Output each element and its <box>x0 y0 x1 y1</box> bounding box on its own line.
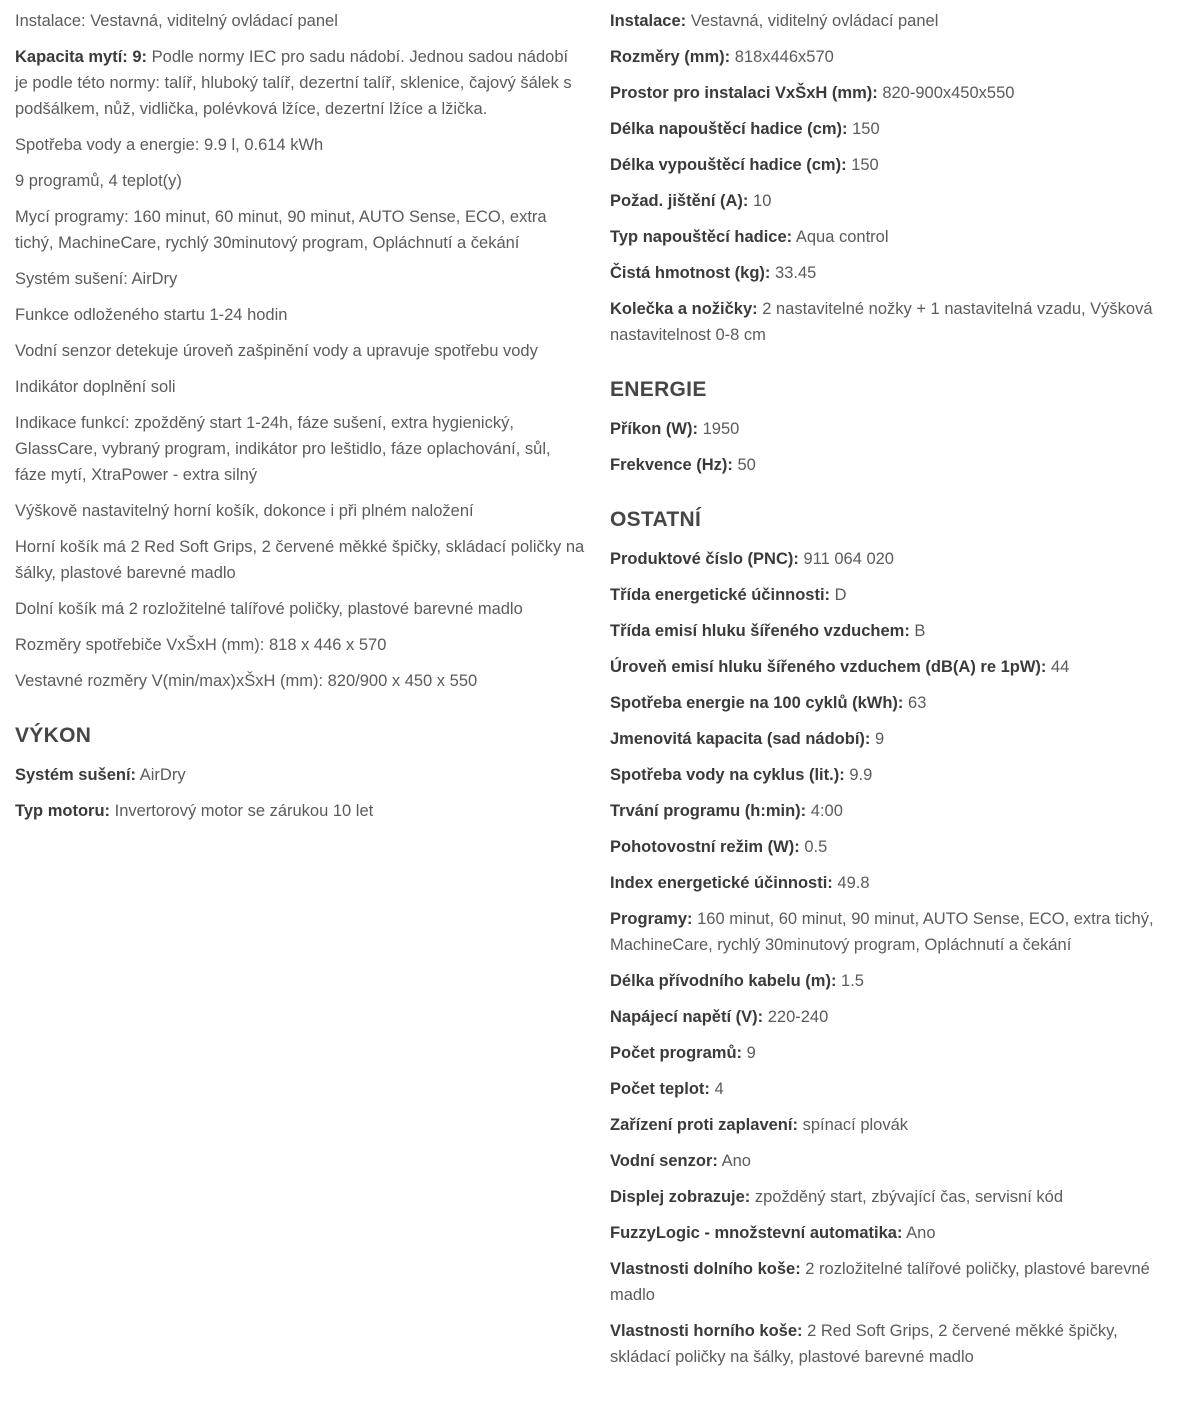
feature-item <box>15 668 585 694</box>
spec-item-label: Kolečka a nožičky: <box>610 300 758 318</box>
spec-item-value: 220-240 <box>767 1008 829 1026</box>
feature-item <box>15 498 585 524</box>
spec-item <box>610 1112 1170 1138</box>
feature-item <box>15 132 585 158</box>
spec-item-value: spínací plovák <box>802 1116 909 1134</box>
spec-item-label: Vlastnosti horního koše: <box>610 1322 803 1340</box>
ostatni-list <box>610 546 1170 1370</box>
spec-item-label: Spotřeba vody na cyklus (lit.): <box>610 766 845 784</box>
feature-item-value: Indikace funkcí: zpožděný start 1-24h, fáze sušení, extra hygienický, GlassCare, vybraný program, indikátor pro leštidlo, fáze oplachování, sůl, fáze mytí, XtraPower - extra silný <box>15 414 551 484</box>
spec-item-value: D <box>834 586 847 604</box>
feature-item <box>15 374 585 400</box>
spec-item <box>610 1148 1170 1174</box>
spec-item <box>610 726 1170 752</box>
feature-item-value: 9 programů, 4 teplot(y) <box>15 172 182 190</box>
feature-item-value: Systém sušení: AirDry <box>15 270 178 288</box>
spec-item <box>610 1184 1170 1210</box>
spec-item-label: Typ motoru: <box>15 802 111 820</box>
spec-item-label: Úroveň emisí hluku šířeného vzduchem (dB(A) re 1pW): <box>610 658 1047 676</box>
feature-item <box>15 204 585 256</box>
spec-item <box>610 452 1170 478</box>
spec-item-value: 4:00 <box>810 802 843 820</box>
spec-item-label: Čistá hmotnost (kg): <box>610 264 771 282</box>
feature-item <box>15 8 585 34</box>
spec-item-value: 1950 <box>702 420 740 438</box>
spec-item-label: Frekvence (Hz): <box>610 456 733 474</box>
feature-item-value: Mycí programy: 160 minut, 60 minut, 90 minut, AUTO Sense, ECO, extra tichý, MachineCare, rychlý 30minutový program, Opláchnutí a čekání <box>15 208 547 252</box>
spec-item-value: zpožděný start, zbývající čas, servisní kód <box>754 1188 1064 1206</box>
energie-list <box>610 416 1170 478</box>
spec-item-value: 1.5 <box>841 972 864 990</box>
specs-column <box>610 8 1170 1380</box>
feature-item-value: Instalace: Vestavná, viditelný ovládací panel <box>15 12 338 30</box>
spec-item-value: AirDry <box>139 766 186 784</box>
spec-item-label: Pohotovostní režim (W): <box>610 838 800 856</box>
spec-item <box>15 798 585 824</box>
feature-item-value: Výškově nastavitelný horní košík, dokonce i při plném naložení <box>15 502 474 520</box>
spec-item <box>610 416 1170 442</box>
feature-item-value: Dolní košík má 2 rozložitelné talířové poličky, plastové barevné madlo <box>15 600 523 618</box>
spec-item <box>610 8 1170 34</box>
spec-item-label: Rozměry (mm): <box>610 48 731 66</box>
spec-item <box>610 1318 1170 1370</box>
feature-item <box>15 168 585 194</box>
spec-item <box>610 260 1170 286</box>
feature-item <box>15 338 585 364</box>
spec-item <box>610 834 1170 860</box>
spec-item-label: Příkon (W): <box>610 420 698 438</box>
spec-item-value: Ano <box>906 1224 936 1242</box>
spec-item-label: Napájecí napětí (V): <box>610 1008 764 1026</box>
spec-item-value: 2 nastavitelné nožky + 1 nastavitelná vzadu, Výšková nastavitelnost 0-8 cm <box>610 300 1153 344</box>
spec-item-value: 9 <box>746 1044 756 1062</box>
spec-item <box>610 1040 1170 1066</box>
spec-item-label: Počet programů: <box>610 1044 743 1062</box>
ostatni-heading: OSTATNÍ <box>610 508 702 531</box>
spec-item-label: Systém sušení: <box>15 766 137 784</box>
spec-item <box>610 654 1170 680</box>
spec-item <box>610 1220 1170 1246</box>
feature-item-value: Vodní senzor detekuje úroveň zašpinění vody a upravuje spotřebu vody <box>15 342 538 360</box>
spec-item <box>15 762 585 788</box>
spec-item-value: 150 <box>851 156 879 174</box>
feature-item-value: Spotřeba vody a energie: 9.9 l, 0.614 kWh <box>15 136 324 154</box>
spec-item-label: Produktové číslo (PNC): <box>610 550 799 568</box>
vykon-list <box>15 762 585 824</box>
spec-item-value: Invertorový motor se zárukou 10 let <box>114 802 374 820</box>
spec-item-value: 9.9 <box>849 766 873 784</box>
spec-item-label: Požad. jištění (A): <box>610 192 749 210</box>
feature-item-value: Podle normy IEC pro sadu nádobí. Jednou sadou nádobí je podle této normy: talíř, hluboký talíř, dezertní talíř, sklenice, čajový šálek s podšálkem, nůž, vidlička, polévková lžíce, dezertní lžíce a lžička. <box>15 48 572 118</box>
spec-item-value: 150 <box>852 120 880 138</box>
spec-item-value: 9 <box>875 730 885 748</box>
feature-item <box>15 266 585 292</box>
feature-item-value: Vestavné rozměry V(min/max)xŠxH (mm): 820/900 x 450 x 550 <box>15 672 478 690</box>
spec-item-label: Index energetické účinnosti: <box>610 874 833 892</box>
feature-item <box>15 534 585 586</box>
spec-item-label: Třída energetické účinnosti: <box>610 586 831 604</box>
spec-item <box>610 870 1170 896</box>
spec-item-label: Spotřeba energie na 100 cyklů (kWh): <box>610 694 904 712</box>
spec-item-value: 63 <box>908 694 927 712</box>
spec-item-label: Jmenovitá kapacita (sad nádobí): <box>610 730 871 748</box>
feature-item <box>15 632 585 658</box>
spec-item-label: Displej zobrazuje: <box>610 1188 751 1206</box>
spec-item <box>610 546 1170 572</box>
spec-item-value: 50 <box>737 456 756 474</box>
spec-item-value: 160 minut, 60 minut, 90 minut, AUTO Sense, ECO, extra tichý, MachineCare, rychlý 30minutový program, Opláchnutí a čekání <box>610 910 1154 954</box>
spec-item-value: 820-900x450x550 <box>882 84 1015 102</box>
spec-item-value: 911 064 020 <box>803 550 894 568</box>
spec-item <box>610 690 1170 716</box>
spec-item-value: Aqua control <box>795 228 889 246</box>
spec-item <box>610 224 1170 250</box>
feature-item-label: Kapacita mytí: 9: <box>15 48 148 66</box>
spec-item-value: Vestavná, viditelný ovládací panel <box>690 12 939 30</box>
spec-item-label: Programy: <box>610 910 693 928</box>
spec-item <box>610 1076 1170 1102</box>
spec-item <box>610 582 1170 608</box>
spec-item <box>610 762 1170 788</box>
spec-item-label: Délka vypouštěcí hadice (cm): <box>610 156 847 174</box>
spec-item <box>610 906 1170 958</box>
spec-item <box>610 116 1170 142</box>
feature-list <box>15 8 585 694</box>
spec-item <box>610 80 1170 106</box>
feature-item <box>15 596 585 622</box>
spec-item-label: Typ napouštěcí hadice: <box>610 228 793 246</box>
spec-item-value: 44 <box>1051 658 1070 676</box>
spec-item-label: Vodní senzor: <box>610 1152 718 1170</box>
spec-item-label: Počet teplot: <box>610 1080 710 1098</box>
spec-item-value: 4 <box>714 1080 724 1098</box>
spec-item-value: Ano <box>721 1152 751 1170</box>
spec-item-value: 818x446x570 <box>734 48 834 66</box>
spec-item <box>610 968 1170 994</box>
spec-item <box>610 296 1170 348</box>
spec-item-value: 0.5 <box>804 838 828 856</box>
spec-item-value: 33.45 <box>775 264 817 282</box>
spec-item-label: Vlastnosti dolního koše: <box>610 1260 801 1278</box>
spec-item-label: Instalace: <box>610 12 687 30</box>
feature-item-value: Rozměry spotřebiče VxŠxH (mm): 818 x 446 x 570 <box>15 636 387 654</box>
energie-heading: ENERGIE <box>610 378 707 401</box>
feature-item <box>15 410 585 488</box>
spec-item-label: Délka přívodního kabelu (m): <box>610 972 837 990</box>
feature-item <box>15 302 585 328</box>
spec-item <box>610 1256 1170 1308</box>
spec-item-label: Třída emisí hluku šířeného vzduchem: <box>610 622 910 640</box>
spec-item <box>610 618 1170 644</box>
spec-item-value: B <box>914 622 926 640</box>
spec-item-value: 10 <box>753 192 772 210</box>
spec-item-label: FuzzyLogic - množstevní automatika: <box>610 1224 903 1242</box>
spec-item-value: 2 rozložitelné talířové poličky, plastové barevné madlo <box>610 1260 1150 1304</box>
spec-item-value: 2 Red Soft Grips, 2 červené měkké špičky, skládací poličky na šálky, plastové barevné madlo <box>610 1322 1118 1366</box>
spec-item <box>610 152 1170 178</box>
spec-item <box>610 188 1170 214</box>
feature-item <box>15 44 585 122</box>
feature-item-value: Indikátor doplnění soli <box>15 378 176 396</box>
feature-item-value: Funkce odloženého startu 1-24 hodin <box>15 306 288 324</box>
vykon-heading: VÝKON <box>15 724 92 747</box>
spec-item <box>610 44 1170 70</box>
spec-item-label: Délka napouštěcí hadice (cm): <box>610 120 848 138</box>
features-column <box>15 8 585 834</box>
spec-item-value: 49.8 <box>837 874 870 892</box>
spec-item-label: Prostor pro instalaci VxŠxH (mm): <box>610 84 878 102</box>
spec-item <box>610 1004 1170 1030</box>
feature-item-value: Horní košík má 2 Red Soft Grips, 2 červené měkké špičky, skládací poličky na šálky, plastové barevné madlo <box>15 538 585 582</box>
spec-item <box>610 798 1170 824</box>
spec-list <box>610 8 1170 348</box>
spec-item-label: Zařízení proti zaplavení: <box>610 1116 798 1134</box>
spec-item-label: Trvání programu (h:min): <box>610 802 807 820</box>
